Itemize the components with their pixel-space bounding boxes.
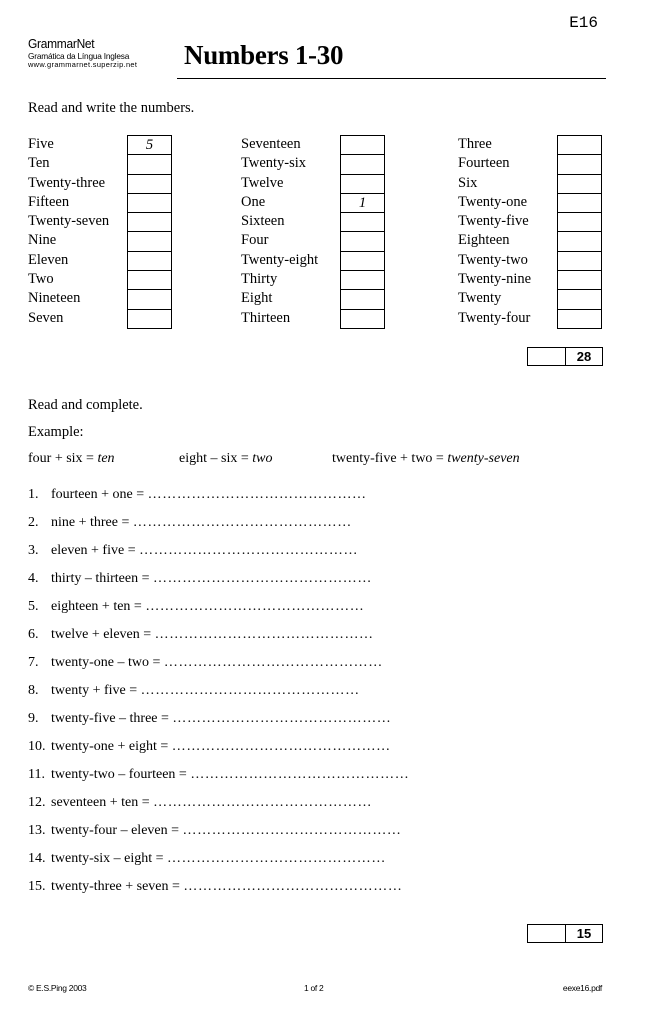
word-label: Nine bbox=[28, 232, 57, 249]
answer-box[interactable] bbox=[557, 135, 602, 154]
answer-blank[interactable]: ……………………………………… bbox=[132, 515, 352, 530]
word-label: Six bbox=[458, 174, 478, 191]
example-3 bbox=[332, 451, 520, 467]
answer-box[interactable] bbox=[127, 212, 172, 231]
question-text: twenty-one – two = bbox=[51, 655, 164, 670]
example-expression: eight – six = bbox=[179, 451, 253, 466]
exercise2-score-box bbox=[527, 924, 603, 943]
question-text: twenty-six – eight = bbox=[51, 851, 167, 866]
word-label: Twenty-five bbox=[458, 213, 529, 230]
word-label: Ten bbox=[28, 155, 50, 172]
question-text: seventeen + ten = bbox=[51, 795, 154, 810]
answer-blank[interactable]: ……………………………………… bbox=[167, 851, 386, 866]
question-number: 2. bbox=[28, 515, 39, 530]
answer-box[interactable] bbox=[127, 289, 172, 308]
question-row bbox=[28, 683, 360, 699]
word-label: Twenty-four bbox=[458, 309, 531, 326]
answer-box[interactable] bbox=[127, 270, 172, 289]
question-row bbox=[28, 823, 402, 839]
answer-box[interactable] bbox=[127, 309, 172, 330]
answer-box[interactable]: 1 bbox=[340, 193, 385, 212]
answer-blank[interactable]: ……………………………………… bbox=[190, 767, 410, 782]
word-label: Nineteen bbox=[28, 290, 81, 307]
word-label: Seven bbox=[28, 309, 64, 326]
example-1 bbox=[28, 451, 115, 467]
word-label: Three bbox=[458, 136, 492, 152]
example-label: Example: bbox=[28, 424, 84, 440]
answer-box[interactable]: 5 bbox=[127, 135, 172, 154]
answer-blank[interactable]: ……………………………………… bbox=[172, 711, 392, 726]
word-label: Fourteen bbox=[458, 155, 510, 172]
question-row bbox=[28, 795, 372, 811]
word-label: Twenty-six bbox=[241, 155, 307, 172]
question-text: thirty – thirteen = bbox=[51, 571, 153, 586]
brand-block bbox=[28, 37, 137, 69]
answer-blank[interactable]: ……………………………………… bbox=[153, 795, 373, 810]
answer-blank[interactable]: ……………………………………… bbox=[145, 599, 365, 614]
example-expression: four + six = bbox=[28, 451, 98, 466]
word-label: Thirty bbox=[241, 271, 278, 288]
answer-box[interactable] bbox=[557, 309, 602, 330]
question-text: eighteen + ten = bbox=[51, 599, 146, 614]
word-label: One bbox=[241, 193, 266, 210]
example-expression: twenty-five + two = bbox=[332, 451, 448, 466]
brand-name: GrammarNet bbox=[28, 36, 95, 51]
question-row bbox=[28, 487, 367, 503]
word-label: Twenty bbox=[458, 290, 502, 307]
question-number: 13. bbox=[28, 823, 46, 838]
question-text: nine + three = bbox=[51, 515, 133, 530]
answer-blank[interactable]: ……………………………………… bbox=[140, 683, 360, 698]
answer-box[interactable] bbox=[127, 154, 172, 173]
question-number: 12. bbox=[28, 795, 46, 810]
footer-page-number: 1 of 2 bbox=[304, 983, 324, 993]
answer-box[interactable] bbox=[340, 309, 385, 330]
word-label: Seventeen bbox=[241, 136, 301, 152]
word-label: Fifteen bbox=[28, 193, 70, 210]
answer-blank[interactable]: ……………………………………… bbox=[139, 543, 359, 558]
example-answer: ten bbox=[97, 451, 115, 466]
word-label: Four bbox=[241, 232, 269, 249]
answer-box[interactable] bbox=[340, 135, 385, 154]
answer-box[interactable] bbox=[557, 154, 602, 173]
word-label: Twenty-nine bbox=[458, 271, 532, 288]
answer-blank[interactable]: ……………………………………… bbox=[153, 571, 372, 586]
question-number: 4. bbox=[28, 571, 39, 586]
answer-box[interactable] bbox=[557, 212, 602, 231]
question-text: twelve + eleven = bbox=[51, 627, 155, 642]
example-answer: two bbox=[252, 451, 273, 466]
question-number: 6. bbox=[28, 627, 39, 642]
question-number: 14. bbox=[28, 851, 46, 866]
question-text: twenty + five = bbox=[51, 683, 141, 698]
answer-box[interactable] bbox=[557, 270, 602, 289]
question-row bbox=[28, 627, 374, 643]
word-label: Sixteen bbox=[241, 213, 285, 230]
question-row bbox=[28, 571, 372, 587]
question-row bbox=[28, 739, 391, 755]
answer-box[interactable] bbox=[557, 193, 602, 212]
question-number: 5. bbox=[28, 599, 39, 614]
word-label: Twenty-seven bbox=[28, 213, 110, 230]
answer-box[interactable] bbox=[127, 193, 172, 212]
answer-blank[interactable]: ……………………………………… bbox=[171, 739, 391, 754]
answer-box[interactable] bbox=[127, 174, 172, 193]
question-row bbox=[28, 515, 352, 531]
question-number: 9. bbox=[28, 711, 39, 726]
answer-box[interactable] bbox=[557, 251, 602, 270]
brand-subtitle: Gramática da Língua Inglesa bbox=[28, 51, 130, 61]
question-text: eleven + five = bbox=[51, 543, 140, 558]
score-total: 15 bbox=[576, 926, 592, 941]
answer-box[interactable] bbox=[557, 289, 602, 308]
word-label: Two bbox=[28, 271, 54, 288]
answer-blank[interactable]: ……………………………………… bbox=[154, 627, 374, 642]
word-label: Twelve bbox=[241, 174, 284, 191]
worksheet-code: E16 bbox=[569, 14, 598, 32]
answer-box[interactable] bbox=[557, 174, 602, 193]
question-row bbox=[28, 711, 391, 727]
answer-box[interactable] bbox=[340, 289, 385, 308]
answer-box[interactable] bbox=[340, 154, 385, 173]
question-text: twenty-two – fourteen = bbox=[51, 767, 191, 782]
brand-url: www.grammarnet.superzip.net bbox=[28, 60, 138, 70]
answer-box[interactable] bbox=[340, 231, 385, 250]
question-number: 7. bbox=[28, 655, 39, 670]
word-label: Thirteen bbox=[241, 309, 291, 326]
word-label: Twenty-two bbox=[458, 251, 528, 268]
word-label: Twenty-three bbox=[28, 174, 106, 191]
exercise1-score-box bbox=[527, 347, 603, 366]
answer-blank[interactable]: ……………………………………… bbox=[163, 655, 383, 670]
word-label: Eighteen bbox=[458, 232, 510, 249]
question-number: 1. bbox=[28, 487, 39, 502]
exercise2-instruction: Read and complete. bbox=[28, 397, 143, 413]
question-row bbox=[28, 543, 358, 559]
question-row bbox=[28, 767, 409, 783]
question-number: 15. bbox=[28, 879, 46, 894]
word-label: Twenty-one bbox=[458, 193, 528, 210]
page-title: Numbers 1-30 bbox=[184, 40, 344, 70]
example-answer: twenty-seven bbox=[447, 451, 520, 466]
title-rule bbox=[177, 78, 606, 79]
answer-blank[interactable]: ……………………………………… bbox=[182, 823, 402, 838]
answer-blank[interactable]: ……………………………………… bbox=[147, 487, 367, 502]
question-text: fourteen + one = bbox=[51, 487, 148, 502]
question-row bbox=[28, 879, 402, 895]
answer-box[interactable] bbox=[340, 174, 385, 193]
question-text: twenty-one + eight = bbox=[51, 739, 172, 754]
footer-filename: eexe16.pdf bbox=[562, 983, 602, 993]
answer-box[interactable] bbox=[340, 270, 385, 289]
score-total: 28 bbox=[576, 349, 592, 364]
question-number: 8. bbox=[28, 683, 39, 698]
answer-box[interactable] bbox=[340, 212, 385, 231]
question-text: twenty-three + seven = bbox=[51, 879, 184, 894]
answer-blank[interactable]: ……………………………………… bbox=[183, 879, 403, 894]
question-text: twenty-five – three = bbox=[51, 711, 173, 726]
answer-box[interactable] bbox=[127, 251, 172, 270]
question-row bbox=[28, 655, 383, 671]
question-number: 11. bbox=[28, 767, 45, 782]
example-2 bbox=[179, 451, 272, 467]
question-number: 3. bbox=[28, 543, 39, 558]
word-label: Eleven bbox=[28, 251, 69, 268]
question-number: 10. bbox=[28, 739, 46, 754]
word-label: Eight bbox=[241, 290, 273, 307]
answer-box[interactable] bbox=[340, 251, 385, 270]
question-row bbox=[28, 851, 386, 867]
answer-box[interactable] bbox=[127, 231, 172, 250]
exercise1-instruction: Read and write the numbers. bbox=[28, 100, 195, 116]
footer-copyright: © E.S.Ping 2003 bbox=[28, 983, 87, 993]
word-label: Five bbox=[28, 136, 54, 152]
question-text: twenty-four – eleven = bbox=[51, 823, 183, 838]
answer-box[interactable] bbox=[557, 231, 602, 250]
question-row bbox=[28, 599, 364, 615]
word-label: Twenty-eight bbox=[241, 251, 319, 268]
